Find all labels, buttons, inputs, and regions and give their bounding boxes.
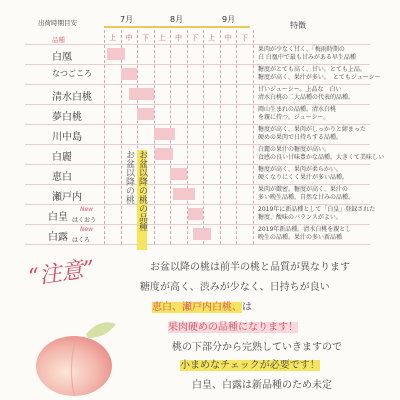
variety-name: 恵白	[52, 172, 72, 183]
caution-title: “注意”	[26, 256, 97, 291]
grid-row-line	[25, 84, 370, 85]
variety-column-label: 品種	[52, 36, 65, 44]
shipping-period-bar	[170, 168, 187, 180]
variety-note: 岡山生まれの品種。清水白桃	[258, 106, 337, 113]
variety-note: 糖度が高く、果肉が柔らかい。	[258, 166, 342, 173]
shipping-period-bar	[129, 88, 154, 100]
features-column-label: 特徴	[290, 21, 306, 30]
variety-note: 糖度がとても高く、甘い。とても上品。	[258, 66, 366, 73]
period-sub-header: 上	[158, 34, 166, 42]
grid-row-line	[25, 244, 370, 245]
check-highlight: 小まめなチェックが必要です！	[180, 360, 320, 371]
grid-row-line	[25, 224, 370, 225]
variety-note: 果肉が少なく甘く、「梅雨時期の	[258, 46, 345, 53]
shipping-period-label: 出荷時期目安	[38, 19, 77, 27]
variety-note: 白 白凰中で最も甘みがある早生品種	[258, 54, 356, 61]
variety-name: 白麗	[52, 152, 72, 163]
grid-column-line	[253, 30, 254, 244]
period-sub-header: 中	[224, 34, 232, 42]
grid-row-line	[25, 64, 370, 65]
grid-row-line	[25, 204, 370, 205]
variety-note: 清水白桃の二大品種の代表的品種。	[258, 94, 355, 101]
variety-note: 糖度が高く、果肉がしっかりと締まった	[258, 126, 366, 133]
grid-column-line	[236, 30, 237, 244]
grid-column-line	[104, 30, 105, 244]
variety-note: 糖度、酸味のバランスがよい。	[258, 214, 342, 221]
variety-note: 多い晩生品種。自然な甘みの品種。	[258, 194, 355, 201]
caution-line-6	[180, 356, 320, 371]
grid-row-line	[25, 144, 370, 145]
variety-note: 2019年新品種。清水白桃を親とし	[258, 226, 352, 233]
variety-name: 瀬戸内	[52, 192, 82, 203]
period-sub-header: 上	[109, 34, 116, 42]
caution-line-5: 桃の下部分から完熟していきますので	[172, 342, 342, 353]
grid-row-line	[25, 44, 370, 45]
period-sub-header: 中	[175, 34, 182, 42]
grid-row-line	[25, 184, 370, 185]
variety-name: 川中島	[52, 132, 82, 143]
shipping-period-bar	[188, 208, 203, 220]
shipping-period-bar	[137, 108, 154, 120]
variety-note: 晩生の品種。果汁の多い新品種	[258, 234, 343, 241]
firm-flesh-highlight: 果肉硬めの品種になります！	[168, 322, 298, 333]
new-variety-badge: New	[80, 206, 94, 213]
variety-note: 2019年に新品種として「白皇」登録された	[258, 206, 376, 213]
caution-line-3-particle: は	[242, 302, 252, 313]
period-sub-header: 下	[191, 34, 199, 42]
month-september: 9月	[222, 15, 236, 24]
month-august: 8月	[170, 15, 184, 24]
caution-line-3	[152, 298, 252, 313]
variety-name: 白皇	[48, 212, 68, 223]
variety-note: 硬めの果肉で日持ちする品種。	[258, 134, 343, 141]
variety-note: 甘いジューシー。上品な 白い	[258, 86, 342, 93]
caution-line-7: 白皇、白露は新品種のため未定	[192, 380, 332, 391]
vertical-note-b: お盆以降の桃	[124, 150, 134, 204]
variety-name: 白凰	[52, 52, 72, 63]
period-sub-header: 下	[142, 34, 149, 42]
variety-note: 白麗の果汁の糖度が高い。	[258, 146, 331, 153]
shipping-period-bar	[173, 188, 194, 200]
caution-line-2: 糖度が高く、渋みが少なく、日持ちが良い	[140, 282, 330, 293]
variety-reading: はくおう	[72, 217, 97, 224]
variety-note: を親に持つ。ジューシー。	[258, 114, 330, 121]
variety-note: 硬くなりにくく果汁が多い品種。	[258, 174, 349, 181]
variety-reading: はくろ	[72, 237, 91, 244]
grid-row-line	[25, 164, 370, 165]
shipping-period-bar	[107, 48, 125, 60]
period-sub-header: 上	[208, 34, 215, 42]
variety-name: 清水白桃	[52, 92, 92, 103]
grid-column-line	[203, 30, 204, 244]
peach-illustration	[28, 316, 120, 398]
caution-line-4	[168, 318, 298, 333]
shipping-period-bar	[154, 128, 175, 140]
variety-note: 食感の良い甘味豊かな品種。大きくて美味しい	[258, 154, 385, 161]
caution-line-1: お盆以降の桃は前半の桃と品質が異なります	[150, 262, 350, 273]
variety-name: 夢白桃	[52, 112, 82, 123]
shipping-period-bar	[155, 148, 173, 160]
shipping-period-bar	[121, 68, 138, 80]
period-sub-header: 中	[125, 34, 133, 42]
grid-row-line	[25, 104, 370, 105]
variety-note: 果肉が緻密。糖度が高く、果汁の	[258, 186, 348, 193]
variety-note: 糖度が高く、果汁が多い。 とてもジューシー	[258, 74, 381, 81]
variety-name: なつごころ	[52, 69, 92, 78]
grid-row-line	[25, 124, 370, 125]
vertical-note-a: お盆以降の桃の品種	[137, 150, 147, 250]
period-sub-header: 下	[241, 34, 248, 42]
grid-column-line	[220, 30, 221, 244]
shipping-period-bar	[193, 228, 211, 240]
month-july: 7月	[120, 15, 134, 24]
month-divider	[104, 26, 250, 28]
variety-name: 白露	[48, 232, 68, 243]
new-variety-badge: New	[80, 226, 94, 233]
grid-column-line	[121, 30, 122, 244]
late-varieties-highlight: 恵白、瀬戸内白桃、	[152, 302, 242, 313]
